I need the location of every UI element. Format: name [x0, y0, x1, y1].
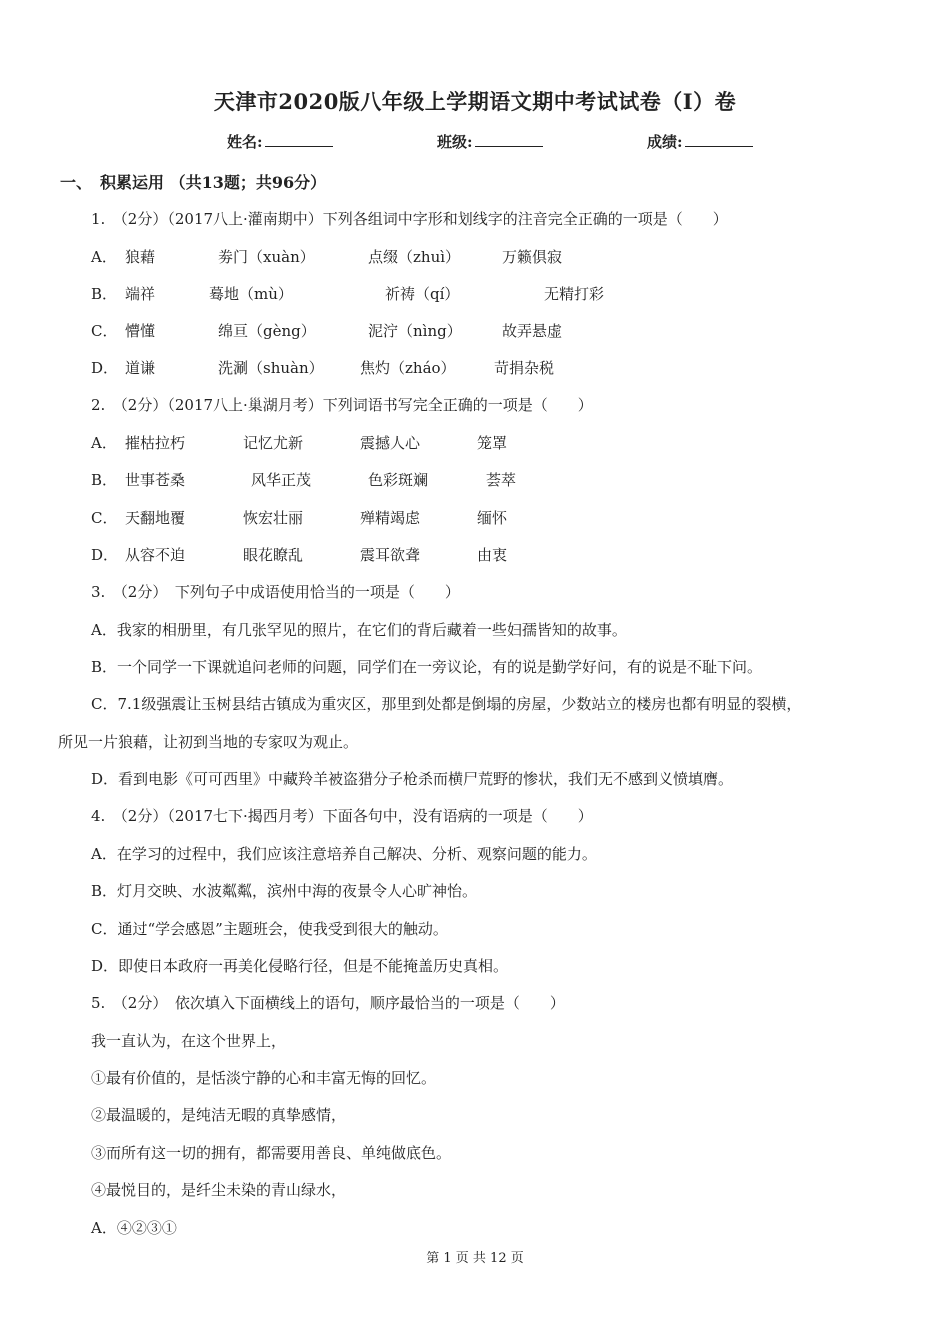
score-blank — [685, 130, 753, 147]
option-word: 由衷 — [477, 546, 508, 564]
question-3-option-c-continued: 所见一片狼藉，让初到当地的专家叹为观止。 — [58, 733, 359, 751]
option-word: 道谦 — [125, 359, 156, 377]
option-word: 泥泞（nìng） — [368, 322, 462, 340]
option-word: 从容不迫 — [125, 546, 186, 564]
question-1-stem: 1. （2分）（2017八上·灌南期中）下列各组词中字形和划线字的注音完全正确的一项是（ ） — [91, 210, 728, 228]
option-word: 苛捐杂税 — [494, 359, 555, 377]
option-word: 无精打彩 — [544, 285, 605, 303]
option-word: 绵亘（gèng） — [218, 322, 316, 340]
option-word: 天翻地覆 — [125, 509, 186, 527]
option-word: 焦灼（zháo） — [360, 359, 456, 377]
option-word: 恢宏壮丽 — [243, 509, 304, 527]
question-3-option-c: C．7.1级强震让玉树县结古镇成为重灾区，那里到处都是倒塌的房屋，少数站立的楼房也都有明显的裂横， — [91, 695, 802, 713]
option-word: 眼花瞭乱 — [243, 546, 304, 564]
class-blank — [475, 130, 543, 147]
option-word: 殚精竭虑 — [360, 509, 421, 527]
option-label: D． — [91, 546, 119, 564]
option-word: 色彩斑斓 — [368, 471, 429, 489]
option-word: 震耳欲聋 — [360, 546, 421, 564]
class-label: 班级: — [437, 133, 473, 151]
option-word: 狼藉 — [125, 248, 156, 266]
question-4-option-a: A．在学习的过程中，我们应该注意培养自己解决、分析、观察问题的能力。 — [91, 845, 597, 863]
question-5-stem: 5. （2分） 依次填入下面横线上的语句，顺序最恰当的一项是（ ） — [91, 994, 565, 1012]
option-word: 缅怀 — [477, 509, 508, 527]
option-label: A． — [91, 248, 117, 266]
name-label: 姓名: — [227, 133, 263, 151]
question-3-option-d: D．看到电影《可可西里》中藏羚羊被盗猎分子枪杀而横尸荒野的惨状，我们无不感到义愤填膺。 — [91, 770, 734, 788]
score-label: 成绩: — [647, 133, 683, 151]
question-5-intro: 我一直认为，在这个世界上， — [91, 1032, 287, 1050]
option-label: A． — [91, 434, 117, 452]
question-5-option-a: A．④②③① — [91, 1219, 177, 1237]
question-5-sentence-4: ④最悦目的，是纤尘未染的青山绿水， — [91, 1181, 347, 1199]
option-word: 世事苍桑 — [125, 471, 186, 489]
option-word: 祈祷（qí） — [385, 285, 460, 303]
question-4-option-c: C．通过“学会感恩”主题班会，使我受到很大的触动。 — [91, 920, 448, 938]
option-word: 蓦地（mù） — [209, 285, 293, 303]
name-field — [227, 130, 333, 152]
option-word: 摧枯拉朽 — [125, 434, 186, 452]
question-5-sentence-1: ①最有价值的，是恬淡宁静的心和丰富无悔的回忆。 — [91, 1069, 437, 1087]
option-word: 万籁俱寂 — [502, 248, 563, 266]
question-3-stem: 3. （2分） 下列句子中成语使用恰当的一项是（ ） — [91, 583, 460, 601]
question-4-option-d: D．即使日本政府一再美化侵略行径，但是不能掩盖历史真相。 — [91, 957, 509, 975]
question-3-option-b: B．一个同学一下课就追问老师的问题，同学们在一旁议论，有的说是勤学好问，有的说是不耻下问。 — [91, 658, 763, 676]
score-field — [647, 130, 753, 152]
student-info-row — [0, 130, 950, 156]
option-word: 荟萃 — [486, 471, 517, 489]
option-label: C． — [91, 322, 118, 340]
option-label: D． — [91, 359, 119, 377]
question-3-option-a: A．我家的相册里，有几张罕见的照片，在它们的背后藏着一些妇孺皆知的故事。 — [91, 621, 627, 639]
option-word: 故弄悬虚 — [502, 322, 563, 340]
question-2-stem: 2. （2分）（2017八上·巢湖月考）下列词语书写完全正确的一项是（ ） — [91, 396, 593, 414]
exam-title: 天津市2020版八年级上学期语文期中考试试卷（I）卷 — [213, 89, 737, 114]
question-5-sentence-3: ③而所有这一切的拥有，都需要用善良、单纯做底色。 — [91, 1144, 452, 1162]
option-word: 劵门（xuàn） — [218, 248, 315, 266]
class-field — [437, 130, 543, 152]
question-4-stem: 4. （2分）（2017七下·揭西月考）下面各句中，没有语病的一项是（ ） — [91, 807, 593, 825]
option-label: B． — [91, 285, 118, 303]
option-label: C． — [91, 509, 118, 527]
question-4-option-b: B．灯月交映、水波粼粼，滨州中海的夜景令人心旷神怡。 — [91, 882, 478, 900]
option-word: 记忆尤新 — [243, 434, 304, 452]
section-heading: 一、 积累运用 （共13题；共96分） — [60, 173, 327, 192]
option-word: 震撼人心 — [360, 434, 421, 452]
option-word: 洗涮（shuàn） — [218, 359, 324, 377]
page-footer: 第 1 页 共 12 页 — [426, 1251, 524, 1266]
option-word: 懵懂 — [125, 322, 156, 340]
option-word: 笼罩 — [477, 434, 508, 452]
name-blank — [265, 130, 333, 147]
option-word: 风华正茂 — [251, 471, 312, 489]
question-5-sentence-2: ②最温暖的，是纯洁无暇的真挚感情， — [91, 1106, 347, 1124]
option-word: 端祥 — [125, 285, 156, 303]
option-word: 点缀（zhuì） — [368, 248, 461, 266]
option-label: B． — [91, 471, 118, 489]
